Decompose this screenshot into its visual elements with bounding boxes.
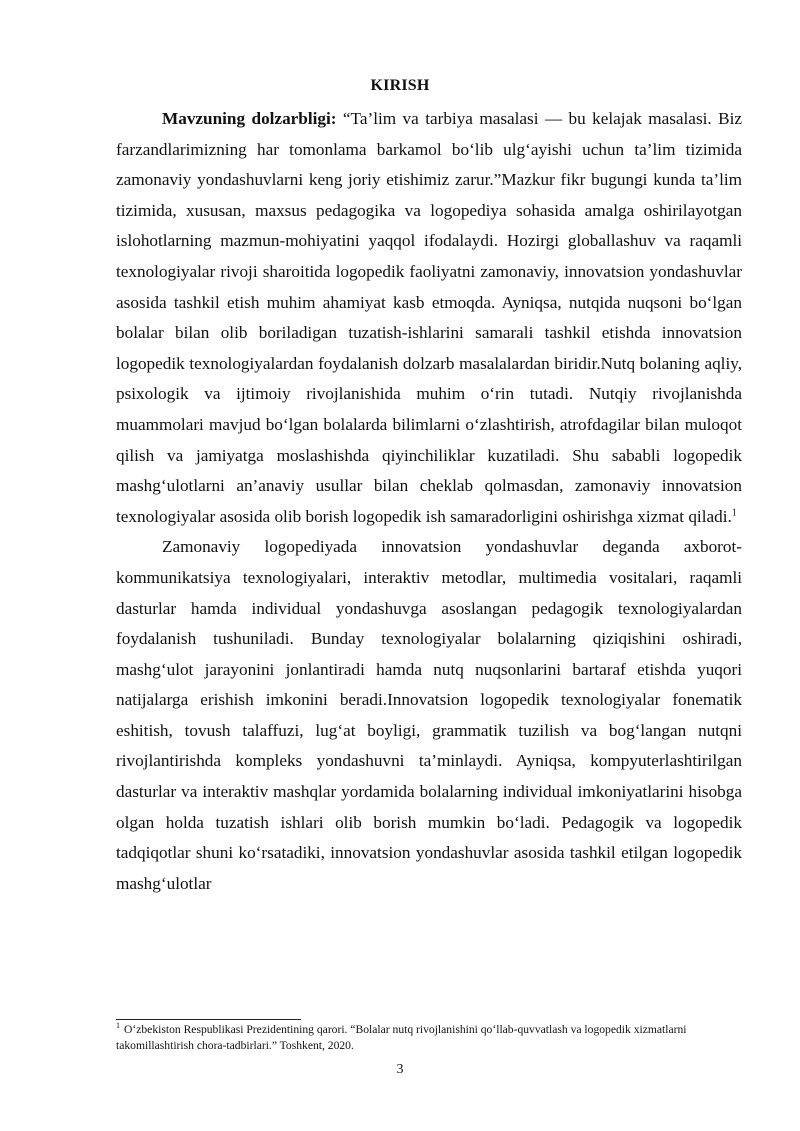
- paragraph-relevance-text: “Ta’lim va tarbiya masalasi — bu kelajak masalasi. Biz farzandlarimizning har tomonlama barkamol bo‘lib ulg‘ayishi uchun ta’lim tizimida zamonaviy yondashuvlarni keng joriy etishimiz zarur.”Mazkur fikr bugungi kunda ta’lim tizimida, xususan, maxsus pedagogika va logopediya sohasida amalga oshirilayotgan islohotlarning mazmun-mohiyatini yaqqol ifodalaydi. Hozirgi globallashuv va raqamli texnologiyalar rivoji sharoitida logopedik faoliyatni zamonaviy, innovatsion yondashuvlar asosida tashkil etish muhim ahamiyat kasb etmoqda. Ayniqsa, nutqida nuqsoni bo‘lgan bolalar bilan olib boriladigan tuzatish-ishlarini samarali tashkil etishda innovatsion logopedik texnologiyalardan foydalanish dolzarb masalalardan biridir.Nutq bolaning aqliy, psixologik va ijtimoiy rivojlanishida muhim o‘rin tutadi. Nutqiy rivojlanishda muammolari mavjud bo‘lgan bolalarda bilimlarni o‘zlashtirish, atrofdagilar bilan muloqot qilish va jamiyatga moslashishda qiyinchiliklar kuzatiladi. Shu sababli logopedik mashg‘ulotlarni an’anaviy usullar bilan cheklab qolmasdan, zamonaviy innovatsion texnologiyalar asosida olib borish logopedik ish samaradorligini oshirishga xizmat qiladi.: [116, 109, 742, 526]
- footnote: [116, 1022, 742, 1053]
- paragraph-relevance: [116, 104, 742, 532]
- footnote-text: O‘zbekiston Respublikasi Prezidentining qarori. “Bolalar nutq rivojlanishini qo‘llab-quvvatlash va logopedik xizmatlarni takomillashtirish chora-tadbirlari.” Toshkent, 2020.: [116, 1023, 687, 1052]
- body-text: [116, 104, 742, 899]
- paragraph-lead: Mavzuning dolzarbligi:: [162, 109, 337, 128]
- footnote-number: 1: [116, 1021, 120, 1031]
- footnote-divider: [116, 1019, 301, 1020]
- page-number: 3: [396, 1062, 404, 1077]
- paragraph-innovations: Zamonaviy logopediyada innovatsion yondashuvlar deganda axborot-kommunikatsiya texnologiyalari, interaktiv metodlar, multimedia vositalari, raqamli dasturlar hamda individual yondashuvga asoslangan pedagogik texnologiyalardan foydalanish tushuniladi. Bunday texnologiyalar bolalarning qiziqishini oshiradi, mashg‘ulot jarayonini jonlantiradi hamda nutq nuqsonlarini bartaraf etishda yuqori natijalarga erishish imkonini beradi.Innovatsion logopedik texnologiyalar fonematik eshitish, tovush talaffuzi, lug‘at boyligi, grammatik tuzilish va bog‘langan nutqni rivojlantirishda kompleks yondashuvni ta’minlaydi. Ayniqsa, kompyuterlashtirilgan dasturlar va interaktiv mashqlar yordamida bolalarning individual imkoniyatlarini hisobga olgan holda tuzatish ishlari olib borish mumkin bo‘ladi. Pedagogik va logopedik tadqiqotlar shuni ko‘rsatadiki, innovatsion yondashuvlar asosida tashkil etilgan logopedik mashg‘ulotlar: [116, 537, 742, 893]
- section-heading: KIRISH: [370, 77, 430, 94]
- footnote-reference[interactable]: 1: [731, 506, 737, 518]
